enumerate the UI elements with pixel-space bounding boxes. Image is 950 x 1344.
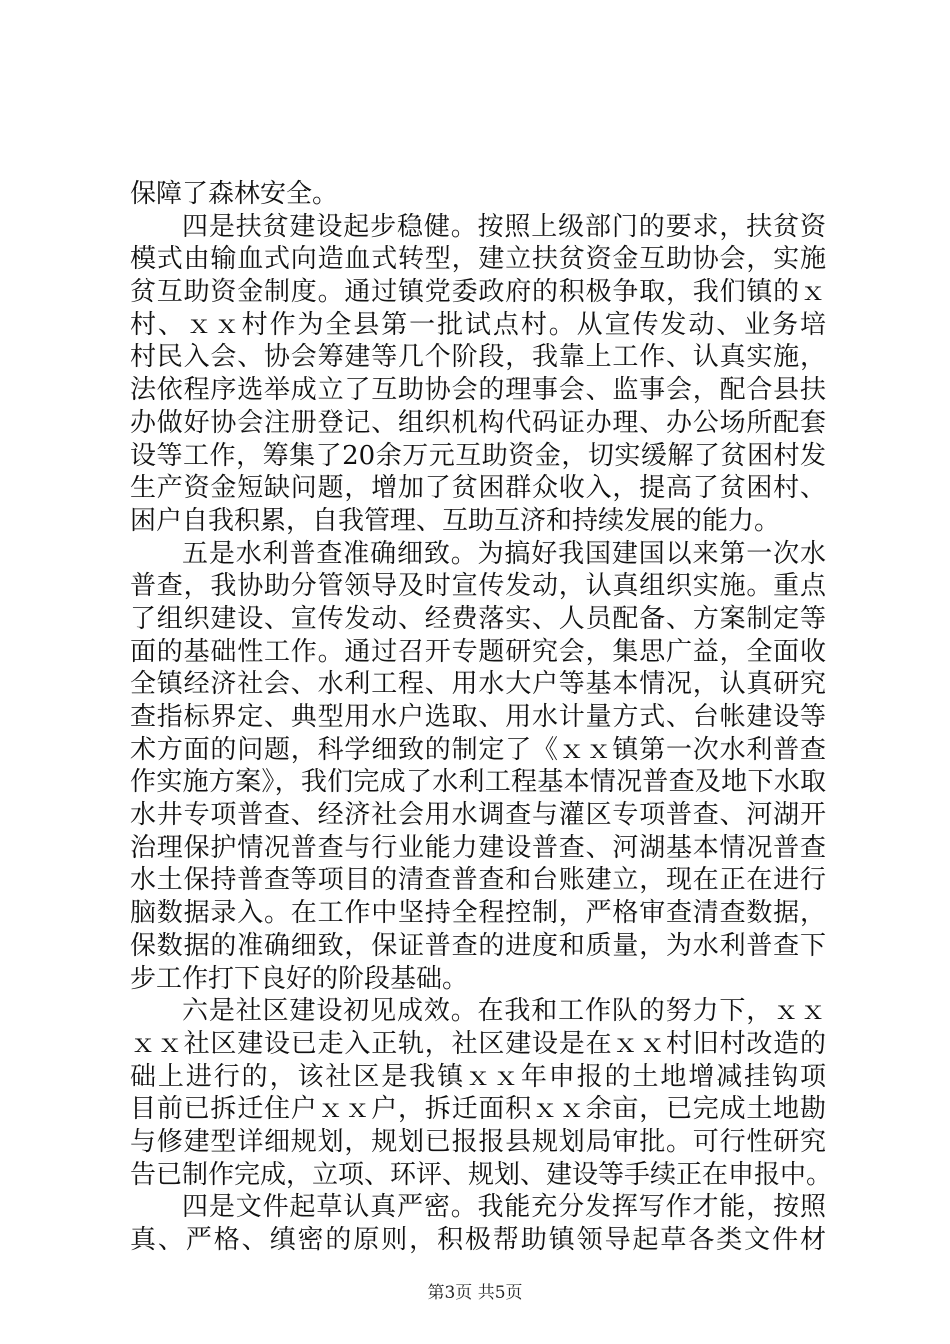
text-line: 面的基础性工作。通过召开专题研究会，集思广益，全面收: [130, 636, 826, 667]
text-line: 村、ｘｘ村作为全县第一批试点村。从宣传发动、业务培: [130, 309, 826, 340]
text-line: 模式由输血式向造血式转型，建立扶贫资金互助协会，实施: [130, 244, 826, 275]
text-line: 设等工作，筹集了20余万元互助资金，切实缓解了贫困村发: [130, 440, 826, 471]
text-line: 四是扶贫建设起步稳健。按照上级部门的要求，扶贫资: [182, 211, 826, 242]
text-line: 脑数据录入。在工作中坚持全程控制，严格审查清查数据，: [130, 898, 826, 929]
text-line: ｘｘ社区建设已走入正轨，社区建设是在ｘｘ村旧村改造的: [130, 1028, 826, 1059]
text-line: 生产资金短缺问题，增加了贫困群众收入，提高了贫困村、: [130, 473, 826, 504]
text-line: 全镇经济社会、水利工程、用水大户等基本情况，认真研究: [130, 669, 826, 700]
text-line: 六是社区建设初见成效。在我和工作队的努力下，ｘｘ: [182, 996, 826, 1027]
page-footer: 第3页 共5页: [427, 1283, 523, 1303]
text-line: 保数据的准确细致，保证普查的进度和质量，为水利普查下: [130, 930, 826, 961]
text-line: 村民入会、协会筹建等几个阶段，我靠上工作、认真实施，: [130, 342, 826, 373]
text-line: 告已制作完成，立项、环评、规划、建设等手续正在申报中。: [130, 1159, 833, 1190]
text-line: 了组织建设、宣传发动、经费落实、人员配备、方案制定等: [130, 603, 826, 634]
text-line: 步工作打下良好的阶段基础。: [130, 963, 469, 994]
text-line: 真、严格、缜密的原则，积极帮助镇领导起草各类文件材: [130, 1225, 826, 1255]
text-line: 法依程序选举成立了互助协会的理事会、监事会，配合县扶: [130, 375, 826, 406]
text-line: 水井专项普查、经济社会用水调查与灌区专项普查、河湖开: [130, 800, 826, 831]
text-line: 与修建型详细规划，规划已报报县规划局审批。可行性研究: [130, 1126, 826, 1157]
text-line: 困户自我积累，自我管理、互助互济和持续发展的能力。: [130, 505, 781, 536]
text-line: 水土保持普查等项目的清查普查和台账建立，现在正在进行: [130, 865, 826, 896]
text-line: 保障了森林安全。: [130, 179, 339, 209]
document-body: [130, 178, 833, 1257]
text-line: 治理保护情况普查与行业能力建设普查、河湖基本情况普查: [130, 832, 826, 863]
text-line: 四是文件起草认真严密。我能充分发挥写作才能，按照: [182, 1192, 826, 1223]
text-line: 办做好协会注册登记、组织机构代码证办理、办公场所配套: [130, 407, 826, 438]
text-line: 术方面的问题，科学细致的制定了《ｘｘ镇第一次水利普查: [130, 734, 826, 765]
text-line: 五是水利普查准确细致。为搞好我国建国以来第一次水: [182, 538, 826, 569]
text-line: 查指标界定、典型用水户选取、用水计量方式、台帐建设等: [130, 702, 826, 732]
text-line: 普查，我协助分管领导及时宣传发动，认真组织实施。重点: [130, 571, 826, 602]
text-line: 目前已拆迁住户ｘｘ户，拆迁面积ｘｘ余亩，已完成土地勘: [130, 1094, 826, 1125]
text-line: 贫互助资金制度。通过镇党委政府的积极争取，我们镇的ｘ: [130, 277, 826, 308]
text-line: 作实施方案》，我们完成了水利工程基本情况普查及地下水取: [130, 767, 826, 798]
text-line: 础上进行的，该社区是我镇ｘｘ年申报的土地增减挂钩项: [130, 1061, 826, 1092]
